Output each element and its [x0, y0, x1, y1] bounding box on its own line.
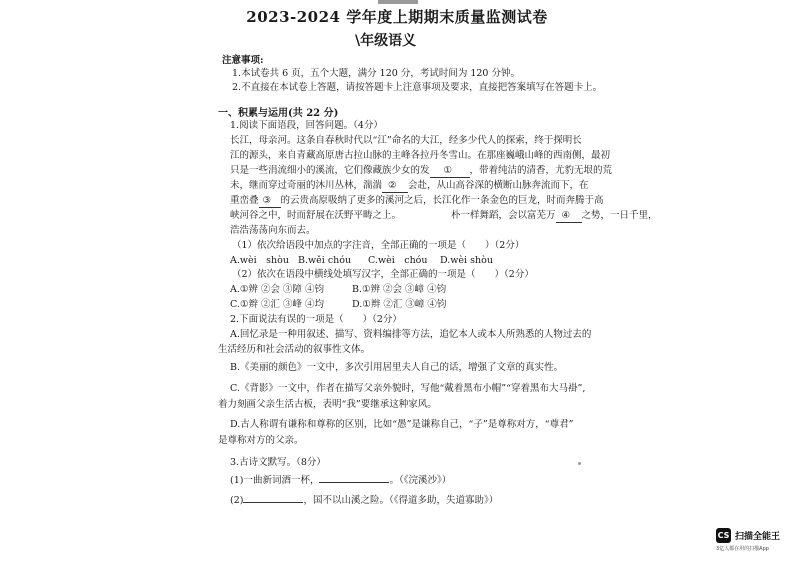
option-B: B.wěi chóu	[298, 255, 352, 266]
question-1-sub2: （2）依次在语段中横线处填写汉字，全部正确的一项是（ ）（2分）	[232, 269, 534, 280]
question-2-option-B: B.《美丽的颜色》一文中，多次引用居里夫人自己的话，增强了文章的真实性。	[230, 362, 564, 373]
question-3-line-2: (2) ，国不以山溪之险。（《得道多助，失道寡助》）	[230, 495, 499, 506]
option-D: D.①辫 ②汇 ③嶂 ④钧	[352, 299, 447, 310]
notice-item: 2.不直接在本试卷上答题，请按答题卡上注意事项及要求，直接把答案填写在答题卡上。	[232, 82, 603, 93]
exam-subtitle: \年级语义	[355, 33, 417, 49]
camscanner-logo-icon: CS	[716, 528, 731, 543]
option-A: A.①辨 ②会 ③障 ④钧	[230, 284, 324, 295]
passage-line: 只是一些涓流细小的溪流，它们像藏族少女的发 ① ，带着纯洁的清香，尤豹无垠的荒	[230, 165, 613, 176]
notice-item: 1.本试卷共 6 页，五个大题，满分 120 分，考试时间为 120 分钟。	[232, 68, 520, 79]
watermark-name: 扫描全能王	[735, 532, 781, 542]
passage-line: 峡河谷之中，时而舒展在沃野平畴之上。 朴一样舞蹈，会以富芜万 ④ 之势，一日千里，	[230, 210, 658, 221]
section-heading: 一、积累与运用(共 22 分)	[218, 108, 339, 119]
question-2-option-D-cont: 是尊称对方的父亲。	[218, 435, 304, 446]
question-3-line-1: (1)一曲新词酒一杯， 。（《浣溪沙》）	[230, 475, 452, 486]
passage-line: 江的源头，来自青藏高原唐古拉山脉的主峰各拉丹冬雪山。在那座巍峨山峰的西南侧，最初	[230, 150, 611, 161]
question-2-option-C: C.《背影》一文中，作者在描写父亲外貌时，写他“戴着黑布小帽”“穿着黑布大马褂”,	[230, 383, 586, 394]
scan-smudge	[378, 0, 418, 4]
question-3: 3.古诗文默写。（8分）	[230, 457, 326, 468]
scan-speck	[578, 462, 581, 465]
question-2-option-A: A.回忆录是一种用叙述、描写、资料编排等方法，追忆本人或本人所熟悉的人物过去的	[230, 329, 592, 340]
passage-line: 重峦叠 ③ 的云贵高原吸纳了更多的溪河之后，长江化作一条金色的巨龙，时而奔腾于高	[230, 195, 604, 206]
passage-line: 浩浩荡荡向东而去。	[230, 225, 316, 236]
option-D: D.wèi shòu	[440, 255, 493, 266]
question-1-sub1: （1）依次给语段中加点的字注音，全部正确的一项是（ ）（2分）	[232, 240, 525, 251]
notice-heading: 注意事项:	[222, 55, 264, 66]
question-2-option-D: D.古人称谓有谦称和尊称的区别，比如“愚”是谦称自己，“子”是尊称对方，“尊君”	[230, 419, 574, 430]
exam-title: 2023-2024 学年度上期期末质量监测试卷	[246, 8, 548, 26]
question-2-option-A-cont: 生活经历和社会活动的叙事性文体。	[218, 344, 371, 355]
scanner-watermark	[716, 528, 790, 556]
passage-line: 长江，母亲河。这条自春秋时代以“江”命名的大江，经多少代人的探索，终于探明长	[230, 135, 582, 146]
question-1-intro: 1.阅读下面语段，回答问题。（4分）	[230, 120, 383, 131]
watermark-tagline: 3亿人都在用的扫描App	[716, 546, 769, 552]
question-2: 2.下面说法有误的一项是（ ）（2分）	[230, 314, 402, 325]
option-A: A.wèi shòu	[230, 255, 290, 266]
question-2-option-C-cont: 着力刻画父亲生活古板，表明“我”要继承这种家风。	[218, 399, 437, 410]
passage-line: 未，继而穿过奇丽的沐川丛林，湍湍 ② 会赴，从山高谷深的横断山脉奔流而下，在	[230, 180, 589, 191]
option-B: B.①辨 ②会 ③嶂 ④钧	[352, 284, 447, 295]
option-C: C.wèi chóu	[368, 255, 428, 266]
option-C: C.①辫 ②汇 ③峰 ④均	[230, 299, 325, 310]
